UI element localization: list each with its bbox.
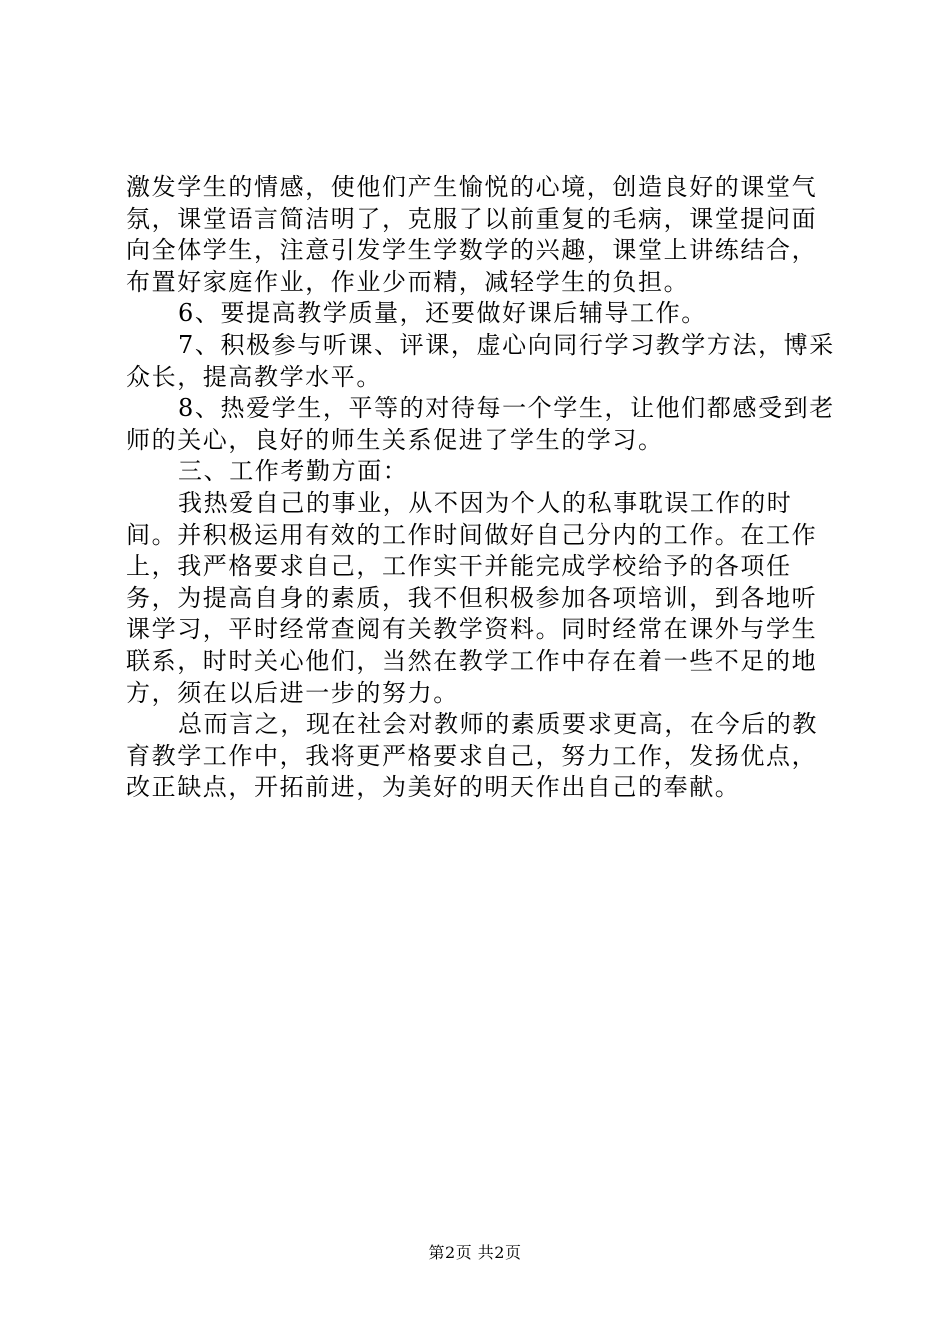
page-footer [0, 1243, 950, 1263]
section-heading-attendance: 三、工作考勤方面： [178, 457, 409, 486]
document-body [126, 172, 838, 804]
paragraph-item-8: 8、热爱学生，平等的对待每一个学生，让他们都感受到老师的关心，良好的师生关系促进了学生的学习。 [126, 394, 835, 454]
paragraph-continuation: 激发学生的情感，使他们产生愉悦的心境，创造良好的课堂气氛，课堂语言简洁明了，克服了以前重复的毛病，课堂提问面向全体学生，注意引发学生学数学的兴趣，课堂上讲练结合，布置好家庭作业，作业少而精，减轻学生的负担。 [126, 173, 818, 296]
paragraph-item-6: 6、要提高教学质量，还要做好课后辅导工作。 [178, 299, 707, 328]
page-number-label: 第2页 共2页 [428, 1243, 522, 1262]
paragraph-item-7: 7、积极参与听课、评课，虚心向同行学习教学方法，博采众长，提高教学水平。 [126, 330, 835, 391]
paragraph-attendance: 我热爱自己的事业，从不因为个人的私事耽误工作的时间。并积极运用有效的工作时间做好自己分内的工作。在工作上，我严格要求自己，工作实干并能完成学校给予的各项任务，为提高自身的素质，我不但积极参加各项培训，到各地听课学习，平时经常查阅有关教学资料。同时经常在课外与学生联系，时时关心他们，当然在教学工作中存在着一些不足的地方，须在以后进一步的努力。 [126, 488, 818, 707]
paragraph-conclusion: 总而言之，现在社会对教师的素质要求更高，在今后的教育教学工作中，我将更严格要求自己，努力工作，发扬优点，改正缺点，开拓前进，为美好的明天作出自己的奉献。 [126, 710, 818, 802]
